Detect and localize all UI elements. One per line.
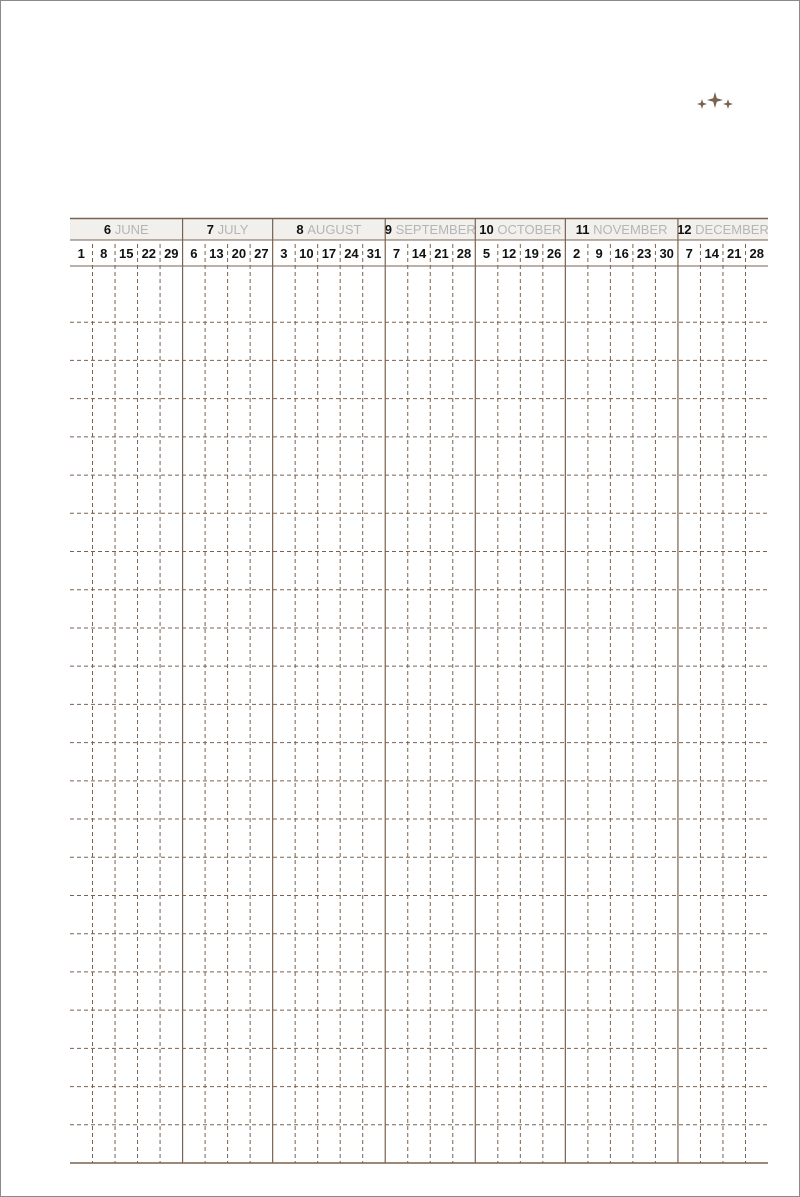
- month-number: 11: [575, 222, 594, 237]
- month-number: 10: [479, 222, 498, 237]
- week-start-date: 21: [434, 246, 449, 261]
- week-start-date: 13: [209, 246, 224, 261]
- week-start-date: 12: [501, 246, 517, 261]
- month-label-july: [207, 222, 249, 237]
- week-start-date: 20: [231, 246, 247, 261]
- month-label-october: [479, 222, 561, 237]
- month-number: 6: [103, 222, 115, 237]
- month-name: JULY: [217, 222, 249, 237]
- week-start-date: 28: [456, 246, 472, 261]
- month-number: 9: [384, 222, 396, 237]
- week-start-date: 23: [636, 246, 652, 261]
- week-start-date: 5: [482, 246, 491, 261]
- week-start-date: 2: [572, 246, 581, 261]
- week-start-date: 28: [749, 246, 764, 261]
- week-start-date: 24: [344, 246, 359, 261]
- week-start-date: 6: [190, 246, 198, 261]
- week-start-date: 21: [726, 246, 742, 261]
- month-name: JUNE: [114, 222, 149, 237]
- month-name: SEPTEMBER: [395, 222, 476, 237]
- month-name: DECEMBER: [695, 222, 769, 237]
- week-start-date: 3: [280, 246, 288, 261]
- month-label-september: [385, 222, 476, 237]
- week-start-date: 14: [411, 246, 427, 261]
- week-start-date: 7: [685, 246, 693, 261]
- week-start-date: 1: [77, 246, 85, 261]
- week-start-date: 26: [546, 246, 562, 261]
- week-start-date: 31: [366, 246, 382, 261]
- week-start-date: 9: [595, 246, 603, 261]
- weekly-planner-grid: [70, 218, 768, 1165]
- month-label-november: [576, 222, 668, 237]
- month-label-august: [296, 222, 361, 237]
- week-start-date: 27: [254, 246, 269, 261]
- week-start-date: 30: [659, 246, 674, 261]
- week-start-date: 22: [141, 246, 157, 261]
- month-number: 7: [206, 222, 218, 237]
- month-number: 12: [677, 222, 696, 237]
- month-number: 8: [296, 222, 308, 237]
- week-start-date: 14: [704, 246, 719, 261]
- week-start-date: 19: [524, 246, 539, 261]
- month-name: OCTOBER: [497, 222, 562, 237]
- month-label-june: [104, 222, 149, 237]
- month-name: AUGUST: [307, 222, 362, 237]
- week-start-date: 10: [299, 246, 314, 261]
- week-start-date: 17: [321, 246, 337, 261]
- week-start-date: 16: [614, 246, 629, 261]
- week-start-date: 15: [119, 246, 134, 261]
- sparkles-icon: [694, 90, 738, 116]
- month-label-december: [677, 222, 769, 237]
- week-start-date: 29: [164, 246, 179, 261]
- month-name: NOVEMBER: [593, 222, 668, 237]
- week-start-date: 8: [100, 246, 108, 261]
- week-start-date: 7: [392, 246, 401, 261]
